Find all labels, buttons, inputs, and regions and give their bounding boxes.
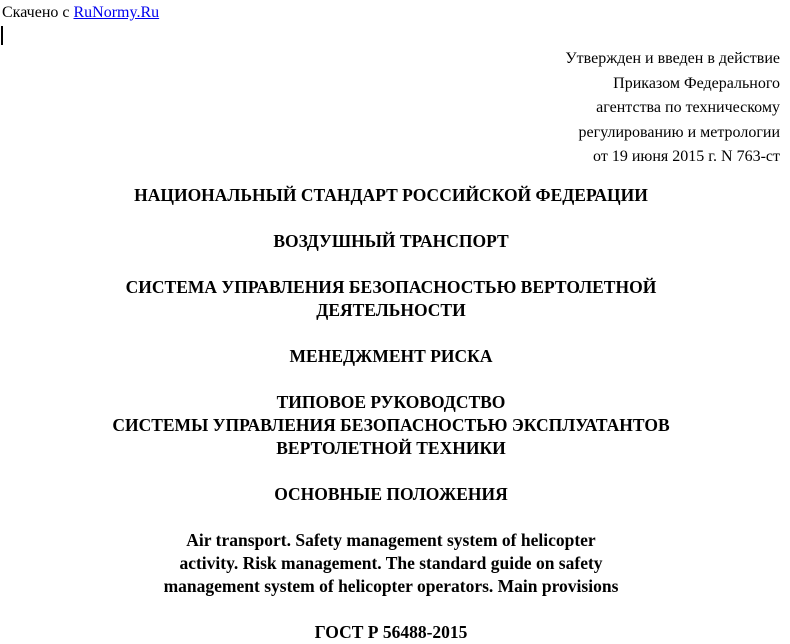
heading-line: management system of helicopter operators. Main provisions (163, 576, 619, 596)
basic-provisions-heading: ОСНОВНЫЕ ПОЛОЖЕНИЯ (274, 484, 508, 504)
download-source-line (2, 3, 159, 22)
heading-line: ДЕЯТЕЛЬНОСТИ (316, 300, 466, 320)
approval-line: регулированию и метрологии (578, 123, 780, 141)
standard-guide-heading (0, 391, 782, 460)
air-transport-heading: ВОЗДУШНЫЙ ТРАНСПОРТ (273, 231, 509, 251)
national-standard-heading: НАЦИОНАЛЬНЫЙ СТАНДАРТ РОССИЙСКОЙ ФЕДЕРАЦИИ (134, 185, 648, 205)
runormy-link[interactable]: RuNormy.Ru (73, 4, 160, 21)
approval-line: Приказом Федерального (613, 74, 780, 92)
heading-line: Air transport. Safety management system of helicopter (186, 530, 596, 550)
english-title-heading (0, 529, 782, 598)
download-prefix: Скачено с (2, 4, 74, 21)
risk-management-heading: МЕНЕДЖМЕНТ РИСКА (289, 346, 493, 366)
approval-line: Утвержден и введен в действие (565, 50, 780, 67)
text-cursor (1, 26, 3, 45)
heading-line: activity. Risk management. The standard guide on safety (179, 553, 603, 573)
approval-block (565, 47, 780, 170)
approval-line: агентства по техническому (596, 99, 780, 116)
approval-line: от 19 июня 2015 г. N 763-ст (593, 148, 780, 165)
heading-line: СИСТЕМЫ УПРАВЛЕНИЯ БЕЗОПАСНОСТЬЮ ЭКСПЛУАТАНТОВ (112, 415, 670, 435)
gost-number-heading: ГОСТ Р 56488-2015 (314, 622, 468, 642)
heading-line: ВЕРТОЛЕТНОЙ ТЕХНИКИ (276, 438, 506, 458)
heading-line: ТИПОВОЕ РУКОВОДСТВО (276, 392, 506, 412)
heading-line: СИСТЕМА УПРАВЛЕНИЯ БЕЗОПАСНОСТЬЮ ВЕРТОЛЕТНОЙ (125, 277, 657, 297)
safety-management-heading (0, 276, 782, 322)
